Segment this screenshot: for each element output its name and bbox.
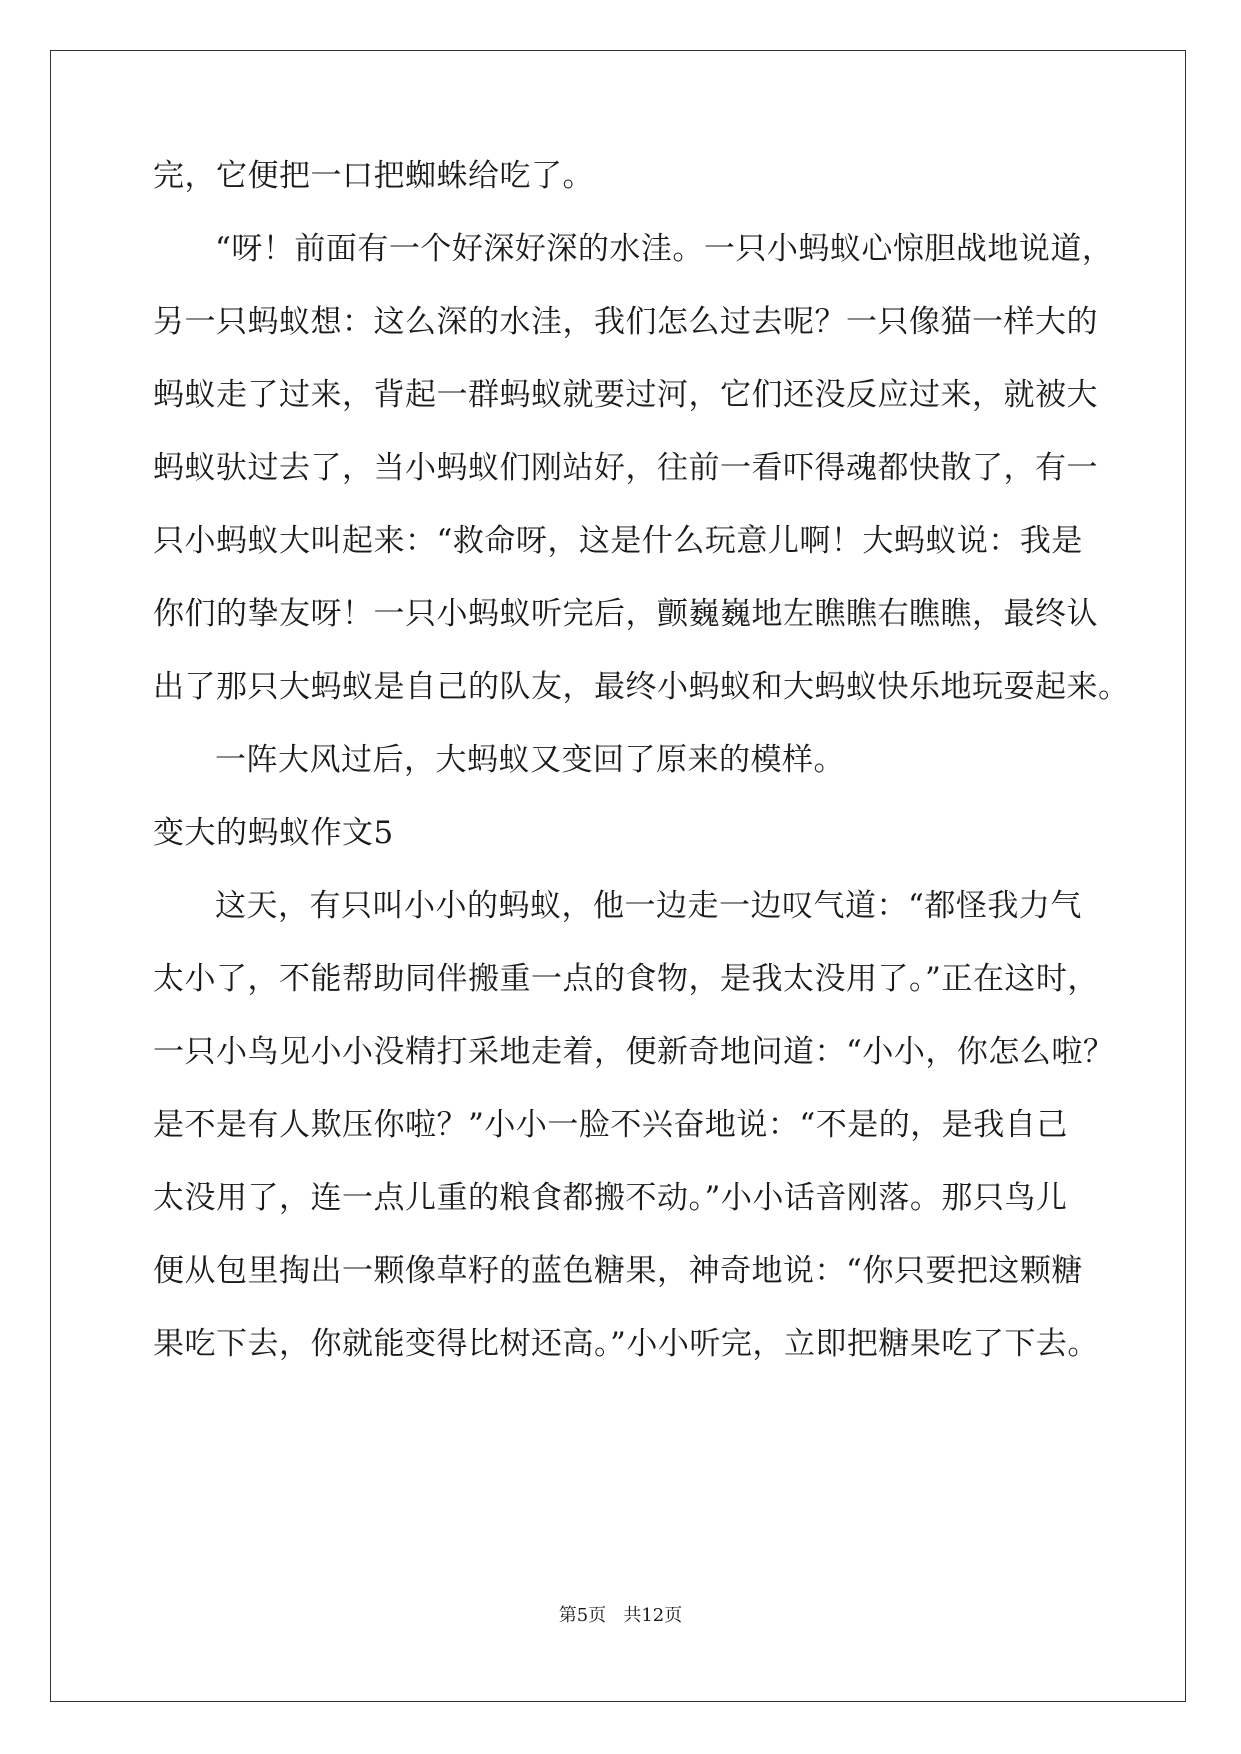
- text-line: 便从包里掏出一颗像草籽的蓝色糖果，神奇地说：“你只要把这颗糖: [153, 1253, 1083, 1289]
- text-line: 太小了，不能帮助同伴搬重一点的食物，是我太没用了。”正在这时，: [153, 961, 1099, 997]
- text-line: “呀！前面有一个好深好深的水洼。一只小蚂蚁心惊胆战地说道，: [215, 231, 1114, 267]
- text-line: 蚂蚁驮过去了，当小蚂蚁们刚站好，往前一看吓得魂都快散了，有一: [153, 450, 1098, 486]
- text-line: 太没用了，连一点儿重的粮食都搬不动。”小小话音刚落。那只鸟儿: [153, 1180, 1068, 1216]
- section-heading: 变大的蚂蚁作文5: [153, 815, 394, 851]
- page-number: 第5页: [558, 1605, 607, 1626]
- text-line: 一阵大风过后，大蚂蚁又变回了原来的模样。: [215, 742, 845, 778]
- text-line: 果吃下去，你就能变得比树还高。”小小听完，立即把糖果吃了下去。: [153, 1326, 1099, 1362]
- text-line: 是不是有人欺压你啦？”小小一脸不兴奋地说：“不是的，是我自己: [153, 1107, 1068, 1143]
- text-line: 完，它便把一口把蜘蛛给吃了。: [153, 158, 594, 194]
- text-line: 这天，有只叫小小的蚂蚁，他一边走一边叹气道：“都怪我力气: [215, 888, 1082, 924]
- page-footer: [0, 1604, 1241, 1628]
- page-border: [50, 50, 1186, 1702]
- text-line: 你们的挚友呀！一只小蚂蚁听完后，颤巍巍地左瞧瞧右瞧瞧，最终认: [153, 596, 1098, 632]
- text-line: 蚂蚁走了过来，背起一群蚂蚁就要过河，它们还没反应过来，就被大: [153, 377, 1098, 413]
- text-line: 一只小鸟见小小没精打采地走着，便新奇地问道：“小小，你怎么啦？: [153, 1034, 1115, 1070]
- text-line: 只小蚂蚁大叫起来：“救命呀，这是什么玩意儿啊！大蚂蚁说：我是: [153, 523, 1083, 559]
- page-total: 共12页: [623, 1605, 683, 1626]
- text-line: 另一只蚂蚁想：这么深的水洼，我们怎么过去呢？一只像猫一样大的: [153, 304, 1098, 340]
- text-line: 出了那只大蚂蚁是自己的队友，最终小蚂蚁和大蚂蚁快乐地玩耍起来。: [153, 669, 1130, 705]
